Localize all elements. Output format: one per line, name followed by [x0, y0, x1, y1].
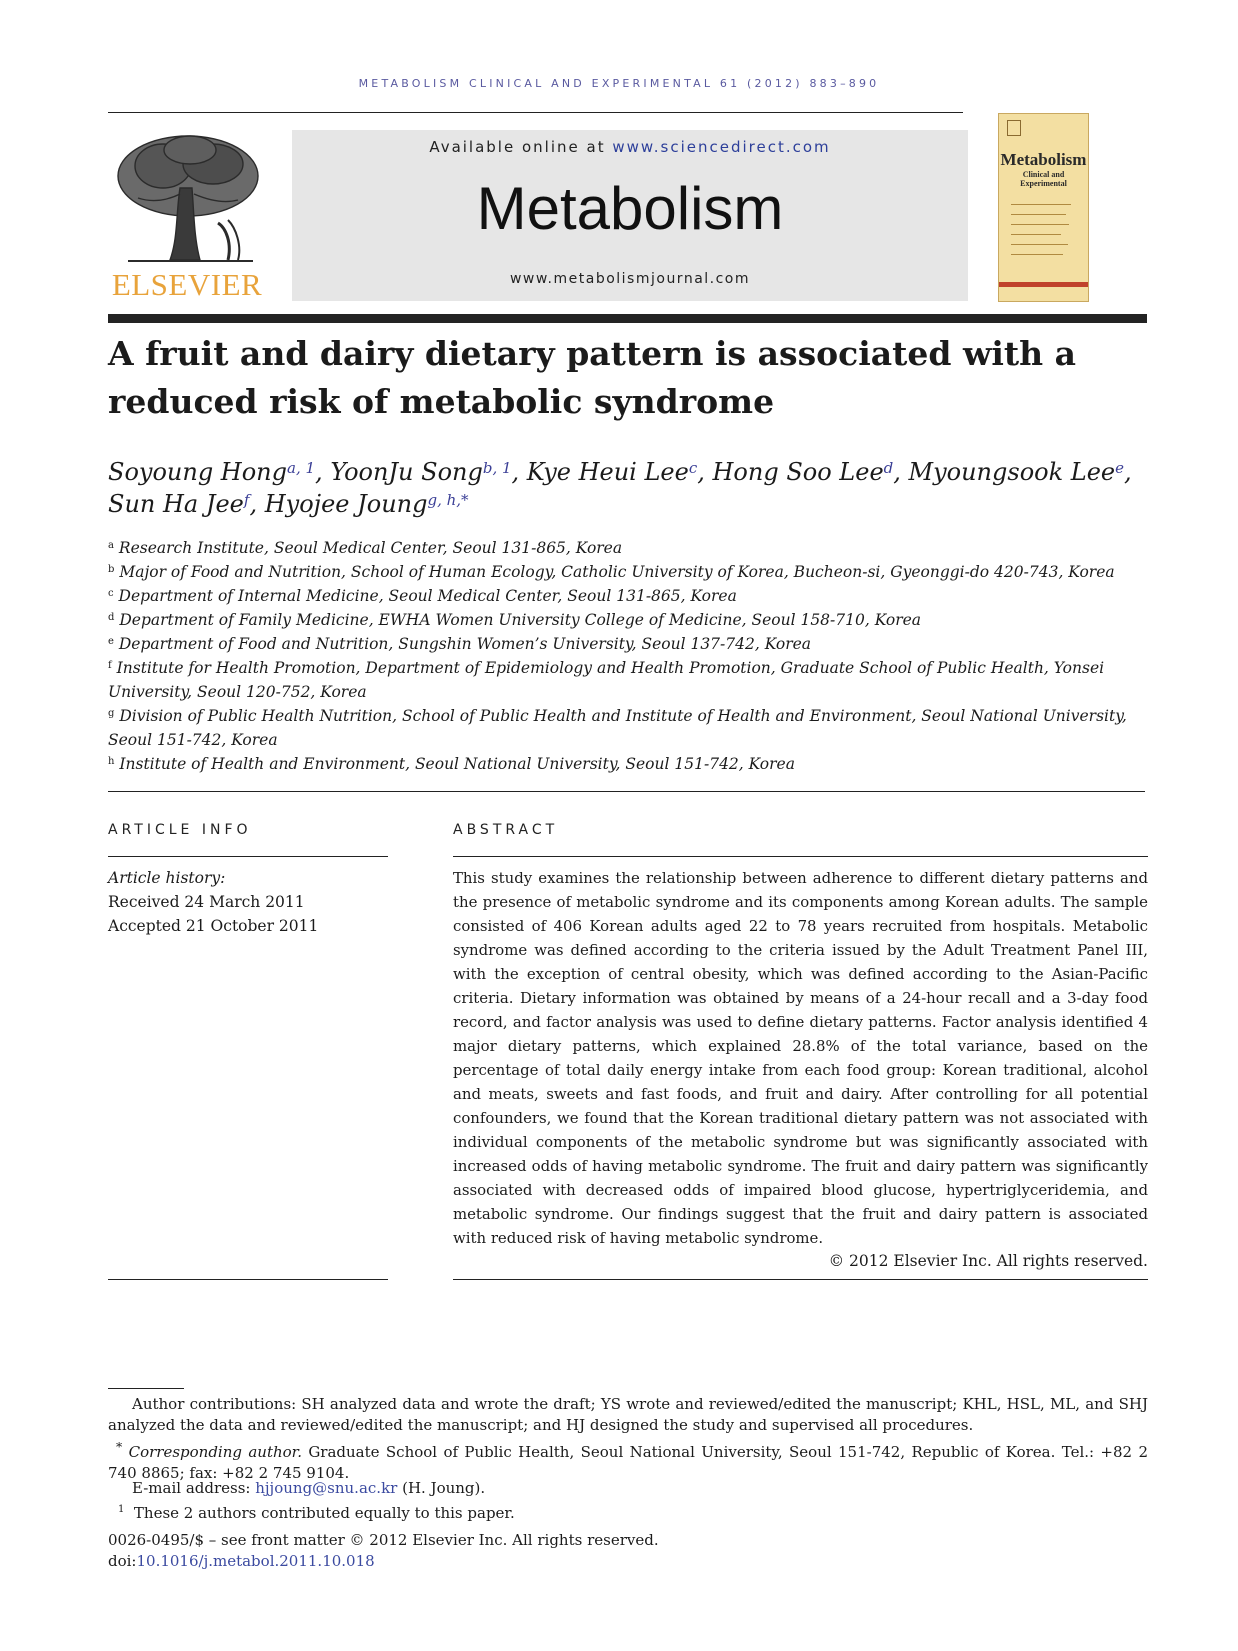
sciencedirect-link[interactable]: www.sciencedirect.com [612, 138, 831, 156]
cover-title: Metabolism [1000, 150, 1087, 169]
affiliation: $^h$ Institute of Health and Environment, Seoul National University, Seoul 151-742, Korea [108, 755, 795, 773]
cover-bar [999, 282, 1088, 287]
cover-emblem-icon [1007, 120, 1021, 136]
availability-prefix: Available online at [429, 138, 613, 156]
abstract-bottom-rule [453, 1279, 1148, 1280]
corresponding-author-note: * Corresponding author. Graduate School of Public Health, Seoul National University, Seoul 151-742, Republic of Korea. Tel.: +82 2 740 8865; fax: +82 2 745 9104. [108, 1439, 1148, 1482]
author[interactable]: Myoungsook Lee$^e$ [908, 458, 1124, 486]
article-history [108, 866, 388, 938]
journal-title: Metabolism [476, 175, 784, 242]
header-rule [108, 112, 963, 113]
email-link[interactable]: hjjoung@snu.ac.kr [255, 1479, 398, 1497]
publisher-name: ELSEVIER [111, 267, 263, 302]
affiliation: $^a$ Research Institute, Seoul Medical Center, Seoul 131-865, Korea [108, 539, 623, 557]
elsevier-tree-icon [108, 128, 266, 266]
accepted-date: Accepted 21 October 2011 [108, 917, 319, 935]
affiliation: $^b$ Major of Food and Nutrition, School of Human Ecology, Catholic University of Korea, Bucheon-si, Gyeonggi-do 420-743, Korea [108, 563, 1115, 581]
article-info-rule [108, 856, 388, 857]
author[interactable]: Sun Ha Jee$^f$ [108, 490, 250, 518]
author[interactable]: YoonJu Song$^{b, 1}$ [330, 458, 512, 486]
affiliations [108, 536, 1148, 776]
affiliation: $^e$ Department of Food and Nutrition, Sungshin Women’s University, Seoul 137-742, Korea [108, 635, 812, 653]
affiliation: $^c$ Department of Internal Medicine, Seoul Medical Center, Seoul 131-865, Korea [108, 587, 737, 605]
article-info-bottom-rule [108, 1279, 388, 1280]
received-date: Received 24 March 2011 [108, 893, 305, 911]
abstract-heading: ABSTRACT [453, 822, 559, 838]
equal-contribution-note: $^1$ These 2 authors contributed equally to this paper. [118, 1504, 515, 1522]
cover-subtitle: Clinical and Experimental [1020, 170, 1067, 188]
availability-line [292, 138, 968, 156]
journal-banner [292, 130, 968, 301]
title-separator [108, 314, 1147, 323]
abstract-copyright: © 2012 Elsevier Inc. All rights reserved. [828, 1252, 1148, 1270]
affiliation: $^f$ Institute for Health Promotion, Department of Epidemiology and Health Promotion, Graduate School of Public Health, Yonsei University, Seoul 120-752, Korea [108, 659, 1105, 701]
affiliation-rule [108, 791, 1145, 792]
doi-line: doi:10.1016/j.metabol.2011.10.018 [108, 1552, 375, 1570]
author-list: Soyoung Hong$^{a, 1}$, YoonJu Song$^{b, 1}$, Kye Heui Lee$^c$, Hong Soo Lee$^d$, Myoungsook Lee$^e$, Sun Ha Jee$^f$, Hyojee Joung$^{g, h,*}$ [108, 458, 1132, 518]
affiliation: $^d$ Department of Family Medicine, EWHA Women University College of Medicine, Seoul 158-710, Korea [108, 611, 922, 629]
elsevier-logo[interactable] [108, 128, 266, 303]
article-info-heading: ARTICLE INFO [108, 822, 252, 838]
author[interactable]: Hyojee Joung$^{g, h,*}$ [264, 490, 469, 518]
abstract-text: This study examines the relationship between adherence to different dietary patterns and the presence of metabolic syndrome and its components among Korean adults. The sample consisted of 406 Korean adults aged 22 to 78 years recruited from hospitals. Metabolic syndrome was defined according to the criteria issued by the Adult Treatment Panel III, with the exception of central obesity, which was defined according to the Asian-Pacific criteria. Dietary information was obtained by means of a 24-hour recall and a 3-day food record, and factor analysis was used to define dietary patterns. Factor analysis identified 4 major dietary patterns, which explained 28.8% of the total variance, based on the percentage of total daily energy intake from each food group: Korean traditional, alcohol and meats, sweets and fast foods, and fruit and dairy. After controlling for all potential confounders, we found that the Korean traditional dietary pattern was not associated with individual components of the metabolic syndrome but was significantly associated with increased odds of having metabolic syndrome. The fruit and dairy pattern was significantly associated with decreased odds of impaired blood glucose, hypertriglyceridemia, and metabolic syndrome. Our findings suggest that the fruit and dairy pattern is associated with reduced risk of having metabolic syndrome. [453, 869, 1148, 1247]
running-head: METABOLISM CLINICAL AND EXPERIMENTAL 61 (2012) 883–890 [358, 77, 880, 90]
author[interactable]: Soyoung Hong$^{a, 1}$ [108, 458, 316, 486]
footnote-rule [108, 1388, 184, 1389]
doi-link[interactable]: 10.1016/j.metabol.2011.10.018 [136, 1552, 375, 1570]
author[interactable]: Kye Heui Lee$^c$ [526, 458, 698, 486]
affiliation: $^g$ Division of Public Health Nutrition, School of Public Health and Institute of Health and Environment, Seoul National University, Seoul 151-742, Korea [108, 707, 1127, 749]
journal-url[interactable]: www.metabolismjournal.com [509, 271, 751, 287]
issn-line: 0026-0495/$ – see front matter © 2012 Elsevier Inc. All rights reserved. [108, 1531, 659, 1549]
author-contributions-note: Author contributions: SH analyzed data and wrote the draft; YS wrote and reviewed/edited the manuscript; KHL, HSL, ML, and SHJ analyzed the data and reviewed/edited the manuscript; and HJ designed the study and supervised all procedures. [108, 1395, 1148, 1434]
abstract-rule [453, 856, 1148, 857]
email-note: E-mail address: hjjoung@snu.ac.kr (H. Joung). [132, 1479, 486, 1497]
author[interactable]: Hong Soo Lee$^d$ [712, 458, 894, 486]
article-title: A fruit and dairy dietary pattern is associated with a reduced risk of metabolic syndrome [108, 334, 1077, 421]
journal-cover-thumbnail[interactable] [998, 113, 1089, 302]
history-label: Article history: [108, 869, 226, 887]
